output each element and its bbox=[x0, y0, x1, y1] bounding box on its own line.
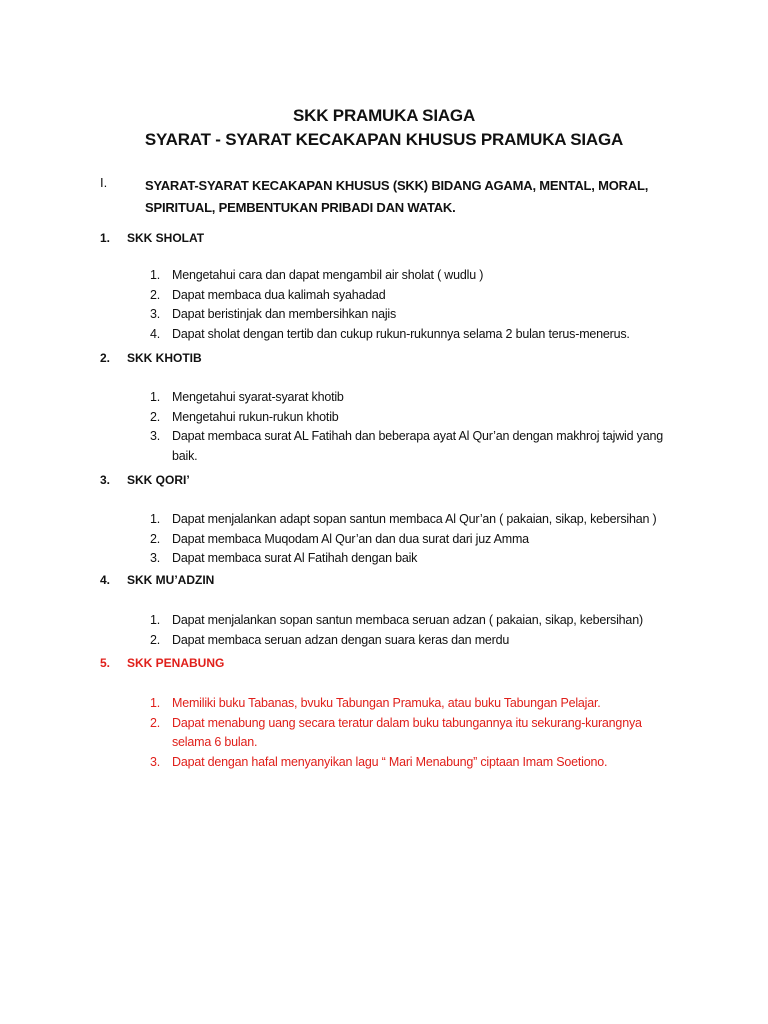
item-text: Dapat membaca dua kalimah syahadad bbox=[172, 287, 386, 302]
item-text: Dapat menjalankan sopan santun membaca seruan adzan ( pakaian, sikap, kebersihan) bbox=[172, 613, 643, 627]
skk-heading bbox=[100, 470, 700, 490]
item-text: Mengetahui syarat-syarat khotib bbox=[172, 390, 344, 404]
item-text: Dapat membaca surat Al Fatihah dengan baik bbox=[172, 551, 418, 565]
list-item bbox=[100, 631, 672, 651]
item-text: Dapat beristinjak dan membersihkan najis bbox=[172, 307, 397, 321]
item-text: Dapat menjalankan adapt sopan santun membaca Al Qur’an ( pakaian, sikap, kebersihan ) bbox=[172, 512, 657, 526]
skk-number: 3. bbox=[100, 473, 111, 487]
item-number: 3. bbox=[150, 307, 161, 321]
list-item bbox=[100, 305, 672, 325]
skk-items bbox=[100, 388, 700, 466]
title-block bbox=[0, 104, 768, 152]
list-item bbox=[100, 286, 672, 306]
item-text: Dapat membaca Muqodam Al Qur’an dan dua surat dari juz Amma bbox=[172, 531, 529, 546]
skk-number: 4. bbox=[100, 573, 111, 587]
skk-section-muadzin bbox=[100, 570, 700, 650]
skk-title: SKK MU’ADZIN bbox=[127, 573, 215, 587]
item-number: 2. bbox=[150, 409, 161, 424]
item-number: 3. bbox=[150, 551, 161, 565]
skk-items bbox=[100, 510, 700, 569]
document-title: SKK PRAMUKA SIAGA bbox=[292, 106, 476, 125]
skk-section-khotib bbox=[100, 348, 700, 466]
list-item bbox=[100, 266, 672, 286]
list-item bbox=[100, 530, 672, 550]
skk-number: 5. bbox=[100, 656, 111, 670]
list-item bbox=[100, 714, 672, 753]
item-number: 1. bbox=[150, 696, 161, 710]
skk-title: SKK QORI’ bbox=[127, 473, 190, 487]
item-number: 3. bbox=[150, 429, 161, 443]
list-item bbox=[100, 388, 672, 408]
skk-section-qori bbox=[100, 470, 700, 569]
item-number: 3. bbox=[150, 754, 161, 769]
item-text: Mengetahui cara dan dapat mengambil air sholat ( wudlu ) bbox=[172, 268, 484, 282]
skk-items bbox=[100, 611, 700, 650]
item-text: Dapat dengan hafal menyanyikan lagu “ Mari Menabung” ciptaan Imam Soetiono. bbox=[172, 754, 608, 769]
skk-title: SKK PENABUNG bbox=[127, 656, 225, 670]
skk-heading bbox=[100, 228, 700, 248]
item-text: Dapat membaca surat AL Fatihah dan beberapa ayat Al Qur’an dengan makhroj tajwid yang baik. bbox=[172, 429, 663, 463]
document-subtitle: SYARAT - SYARAT KECAKAPAN KHUSUS PRAMUKA SIAGA bbox=[144, 130, 624, 149]
skk-heading bbox=[100, 348, 700, 368]
list-item bbox=[100, 611, 732, 631]
section-I-heading: SYARAT-SYARAT KECAKAPAN KHUSUS (SKK) BIDANG AGAMA, MENTAL, MORAL, SPIRITUAL, PEMBENTUKAN PRIBADI DAN WATAK. bbox=[145, 178, 649, 215]
list-item bbox=[100, 753, 672, 773]
item-text: Mengetahui rukun-rukun khotib bbox=[172, 409, 339, 424]
item-text: Dapat menabung uang secara teratur dalam buku tabungannya itu sekurang-kurangnya selama 6 bulan. bbox=[172, 715, 642, 749]
list-item bbox=[100, 427, 672, 466]
list-item bbox=[100, 549, 672, 569]
skk-section-sholat bbox=[100, 228, 700, 344]
item-number: 2. bbox=[150, 287, 161, 302]
item-number: 4. bbox=[150, 326, 161, 341]
item-text: Dapat sholat dengan tertib dan cukup rukun-rukunnya selama 2 bulan terus-menerus. bbox=[172, 326, 630, 341]
skk-section-penabung bbox=[100, 653, 700, 772]
skk-items bbox=[100, 266, 700, 344]
skk-number: 1. bbox=[100, 231, 111, 245]
item-number: 1. bbox=[150, 268, 161, 282]
item-number: 2. bbox=[150, 715, 161, 730]
section-I bbox=[100, 175, 700, 219]
item-number: 2. bbox=[150, 632, 161, 647]
skk-items bbox=[100, 694, 700, 772]
item-number: 2. bbox=[150, 531, 161, 546]
item-number: 1. bbox=[150, 512, 161, 526]
list-item bbox=[100, 694, 672, 714]
skk-heading bbox=[100, 570, 700, 590]
section-I-numeral: I. bbox=[100, 175, 108, 190]
item-text: Memiliki buku Tabanas, bvuku Tabungan Pramuka, atau buku Tabungan Pelajar. bbox=[172, 696, 601, 710]
list-item bbox=[100, 510, 732, 530]
list-item bbox=[100, 325, 732, 345]
skk-heading bbox=[100, 653, 700, 673]
item-text: Dapat membaca seruan adzan dengan suara keras dan merdu bbox=[172, 632, 510, 647]
list-item bbox=[100, 408, 672, 428]
skk-number: 2. bbox=[100, 351, 111, 365]
item-number: 1. bbox=[150, 613, 161, 627]
skk-title: SKK SHOLAT bbox=[127, 231, 205, 245]
item-number: 1. bbox=[150, 390, 161, 404]
skk-title: SKK KHOTIB bbox=[127, 351, 202, 365]
